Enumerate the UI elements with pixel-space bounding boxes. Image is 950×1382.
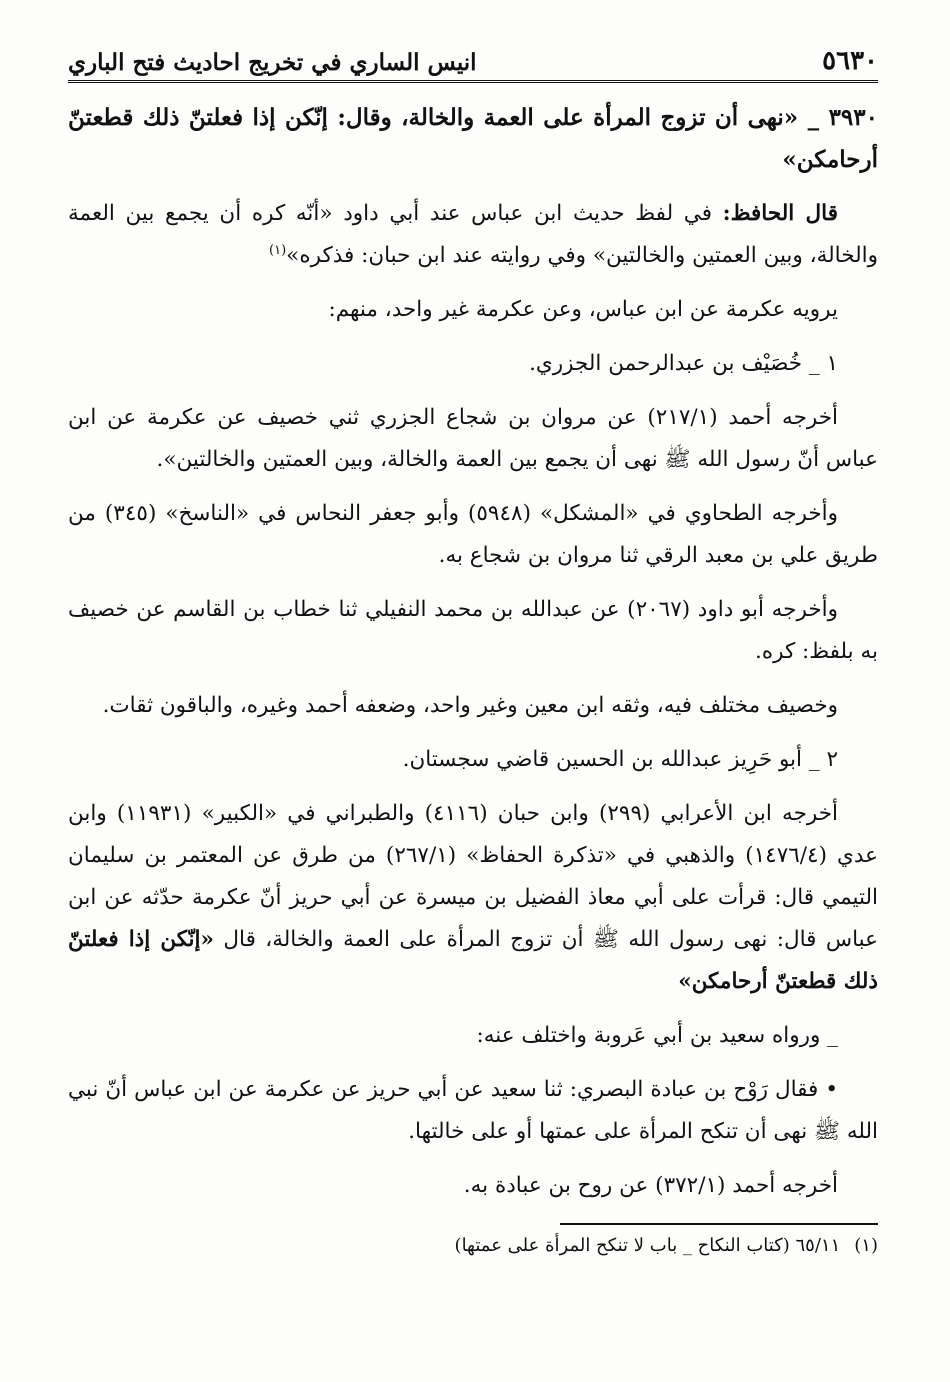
paragraph-ibn-arabi-bold: «إنّكن إذا فعلتنّ ذلك قطعتنّ أرحامكن» — [68, 927, 878, 994]
running-title: انيس الساري في تخريج احاديث فتح الباري — [68, 49, 477, 76]
narration-intro: يرويه عكرمة عن ابن عباس، وعن عكرمة غير واحد، منهم: — [328, 297, 838, 322]
paragraph-ibn-arabi-text: أخرجه ابن الأعرابي (٢٩٩) وابن حبان (٤١١٦) والطبراني في «الكبير» (١١٩٣١) وابن عدي (١٤٧٦/٤) والذهبي في «تذكرة الحفاظ» (٢٦٧/١) من طرق عن المعتمر بن سليمان التيمي قال: قرأت على أبي معاذ الفضيل بن ميسرة عن أبي حريز أنّ عكرمة حدّثه عن ابن عباس قال: نهى رسول الله ﷺ أن تزوج المرأة على العمة والخالة، قال — [68, 801, 878, 952]
footnote — [68, 1231, 878, 1261]
narrator-1-heading: ١ _ خُصَيْف بن عبدالرحمن الجزري. — [529, 351, 838, 376]
paragraph-ibn-arabi — [68, 793, 878, 1003]
hadith-text: «نهى أن تزوج المرأة على العمة والخالة، وقال: إنّكن إذا فعلتنّ ذلك قطعتنّ أرحامكن» — [68, 104, 878, 173]
footnote-text: (كتاب النكاح _ باب لا تنكح المرأة على عمتها) — [454, 1235, 790, 1256]
page-header — [68, 28, 878, 83]
paragraph-said: _ ورواه سعيد بن أبي عَروبة واختلف عنه: — [476, 1023, 838, 1048]
hafiz-text: في لفظ حديث ابن عباس عند أبي داود «أنّه كره أن يجمع بين العمة والخالة، وبين العمتين والخالتين» وفي روايته عند ابن حبان: فذكره» — [68, 201, 878, 268]
paragraph-abu-dawud: وأخرجه أبو داود (٢٠٦٧) عن عبدالله بن محمد النفيلي ثنا خطاب بن القاسم عن خصيف به بلفظ: كره. — [68, 597, 878, 664]
footnote-location: ٦٥/١١ — [795, 1235, 841, 1256]
paragraph-tahawi: وأخرجه الطحاوي في «المشكل» (٥٩٤٨) وأبو جعفر النحاس في «الناسخ» (٣٤٥) من طريق علي بن معبد الرقي ثنا مروان بن شجاع به. — [68, 501, 878, 568]
page — [68, 28, 878, 1362]
paragraph-khusaif: وخصيف مختلف فيه، وثقه ابن معين وغير واحد، وضعفه أحمد وغيره، والباقون ثقات. — [102, 693, 838, 718]
narrator-2-heading: ٢ _ أبو حَرِيز عبدالله بن الحسين قاضي سجستان. — [402, 747, 838, 772]
footnote-ref: (١) — [269, 242, 287, 258]
paragraph-rawh: • فقال رَوْح بن عبادة البصري: ثنا سعيد عن أبي حريز عن عكرمة عن ابن عباس أنّ نبي الله ﷺ نهى أن تنكح المرأة على عمتها أو على خالتها. — [68, 1077, 878, 1144]
paragraph-ahmad-2: أخرجه أحمد (٣٧٢/١) عن روح بن عبادة به. — [463, 1173, 838, 1198]
body-text — [68, 97, 878, 1207]
footnote-number: (١) — [854, 1235, 878, 1256]
hafiz-paragraph — [68, 193, 878, 277]
hafiz-label: قال الحافظ: — [722, 201, 838, 226]
footnote-separator — [560, 1223, 878, 1225]
paragraph-ahmad: أخرجه أحمد (٢١٧/١) عن مروان بن شجاع الجزري ثني خصيف عن عكرمة عن ابن عباس أنّ رسول الله ﷺ نهى أن يجمع بين العمة والخالة، وبين العمتين والخالتين». — [68, 405, 878, 472]
hadith-number: ٣٩٣٠ _ — [807, 104, 878, 131]
page-number: ٥٦٣٠ — [822, 46, 878, 76]
hadith-heading — [68, 97, 878, 181]
